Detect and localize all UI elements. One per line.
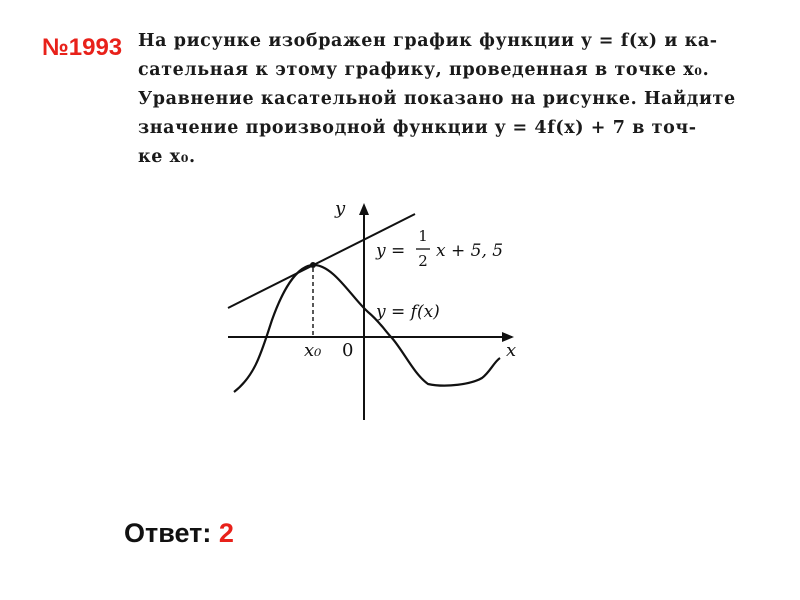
- problem-line: сательная к этому графику, проведенная в точке x₀.: [138, 60, 710, 80]
- tangent-fraction-numerator: 1: [418, 227, 428, 245]
- answer: [124, 518, 234, 549]
- tangent-label-suffix: x + 5, 5: [436, 241, 504, 261]
- function-label: y = f(x): [376, 302, 440, 322]
- x0-label: x₀: [304, 340, 322, 361]
- problem-line: На рисунке изображен график функции y = f(x) и ка-: [138, 31, 718, 51]
- origin-label: 0: [342, 340, 354, 361]
- y-axis-label: y: [335, 198, 346, 219]
- tangent-line: [228, 214, 415, 308]
- problem-line: значение производной функции y = 4f(x) + 7 в точ-: [138, 118, 697, 138]
- problem-line: ке x₀.: [138, 147, 196, 167]
- x-axis-label: x: [506, 340, 517, 361]
- answer-value: 2: [218, 518, 234, 548]
- problem-line: Уравнение касательной показано на рисунке. Найдите: [138, 89, 736, 109]
- problem-number: №1993: [42, 34, 123, 61]
- answer-label: Ответ:: [124, 518, 212, 548]
- tangent-label-prefix: y =: [376, 241, 406, 261]
- y-axis-arrow: [359, 203, 369, 215]
- tangent-fraction-denominator: 2: [418, 252, 428, 270]
- tangency-point: [310, 262, 316, 268]
